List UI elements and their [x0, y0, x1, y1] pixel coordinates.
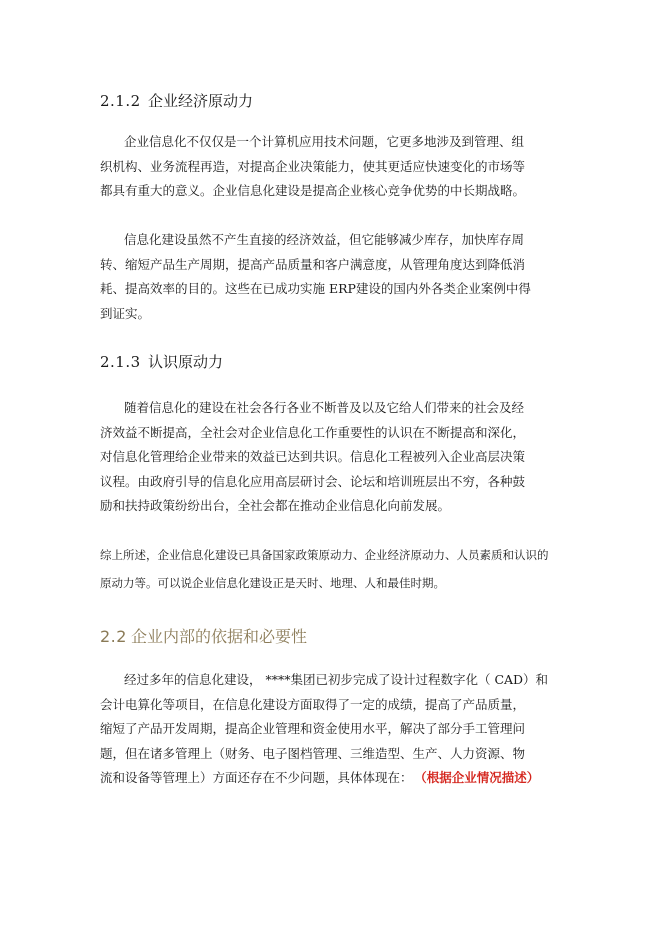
- text-line: 题，但在诸多管理上（财务、电子图档管理、三维造型、生产、人力资源、物: [100, 745, 526, 761]
- section-title: 企业内部的依据和必要性: [130, 627, 307, 646]
- section-heading-2-1-2: [100, 90, 253, 111]
- text-line: 随着信息化的建设在社会各行各业不断普及以及它给人们带来的社会及经: [124, 400, 525, 415]
- paragraph-awareness: [100, 396, 562, 519]
- text-line: 综上所述，企业信息化建设已具备国家政策原动力、企业经济原动力、人员素质和认识的: [100, 548, 549, 562]
- text-line: 原动力等。可以说企业信息化建设正是天时、地理、人和最佳时期。: [100, 576, 445, 590]
- section-heading-2-1-3: [100, 351, 223, 372]
- text-line: 济效益不断提高，全社会对企业信息化工作重要性的认识在不断提高和深化，: [100, 424, 526, 440]
- section-number: 2.1.3: [100, 353, 141, 371]
- text-line: 织机构、业务流程再造，对提高企业决策能力，使其更适应快速变化的市场等: [100, 158, 526, 174]
- text-line: 耗、提高效率的目的。这些在已成功实施 ERP建设的国内外各类企业案例中得: [100, 281, 531, 296]
- text-line: 转、缩短产品生产周期，提高产品质量和客户满意度，从管理角度达到降低消: [100, 256, 526, 272]
- highlight-note: （根据企业情况描述）: [420, 770, 540, 785]
- text-line: 会计电算化等项目，在信息化建设方面取得了一定的成绩，提高了产品质量，: [100, 696, 526, 712]
- text-line: 到证实。: [100, 305, 151, 321]
- text-line: 企业信息化不仅仅是一个计算机应用技术问题，它更多地涉及到管理、组: [124, 134, 525, 149]
- section-heading-2-2: [100, 624, 307, 647]
- text-line: 缩短了产品开发周期，提高企业管理和资金使用水平，解决了部分手工管理问: [100, 721, 526, 736]
- text-line: 都具有重大的意义。企业信息化建设是提高企业核心竞争优势的中长期战略。: [100, 183, 526, 198]
- text-line: 对信息化管理给企业带来的效益已达到共识。信息化工程被列入企业高层决策: [100, 449, 526, 464]
- text-line-with-note: [100, 766, 562, 791]
- paragraph-summary: [100, 541, 562, 597]
- text-line: 流和设备等管理上）方面还存在不少问题，具体体现在：: [100, 770, 413, 785]
- section-number: 2.1.2: [100, 92, 141, 110]
- text-line: 议程。由政府引导的信息化应用高层研讨会、论坛和培训班层出不穷，各种鼓: [100, 473, 526, 489]
- paragraph-internal-basis: [100, 668, 562, 791]
- section-title: 认识原动力: [148, 353, 224, 371]
- text-line: 信息化建设虽然不产生直接的经济效益，但它能够减少库存，加快库存周: [124, 232, 525, 247]
- paragraph-economic-1: [100, 130, 562, 204]
- section-title: 企业经济原动力: [148, 92, 254, 110]
- section-number: 2.2: [100, 627, 127, 646]
- text-line: 励和扶持政策纷纷出台，全社会都在推动企业信息化向前发展。: [100, 498, 451, 513]
- paragraph-economic-2: [100, 228, 562, 326]
- text-line: 经过多年的信息化建设， ****集团已初步完成了设计过程数字化（ CAD）和: [124, 672, 549, 687]
